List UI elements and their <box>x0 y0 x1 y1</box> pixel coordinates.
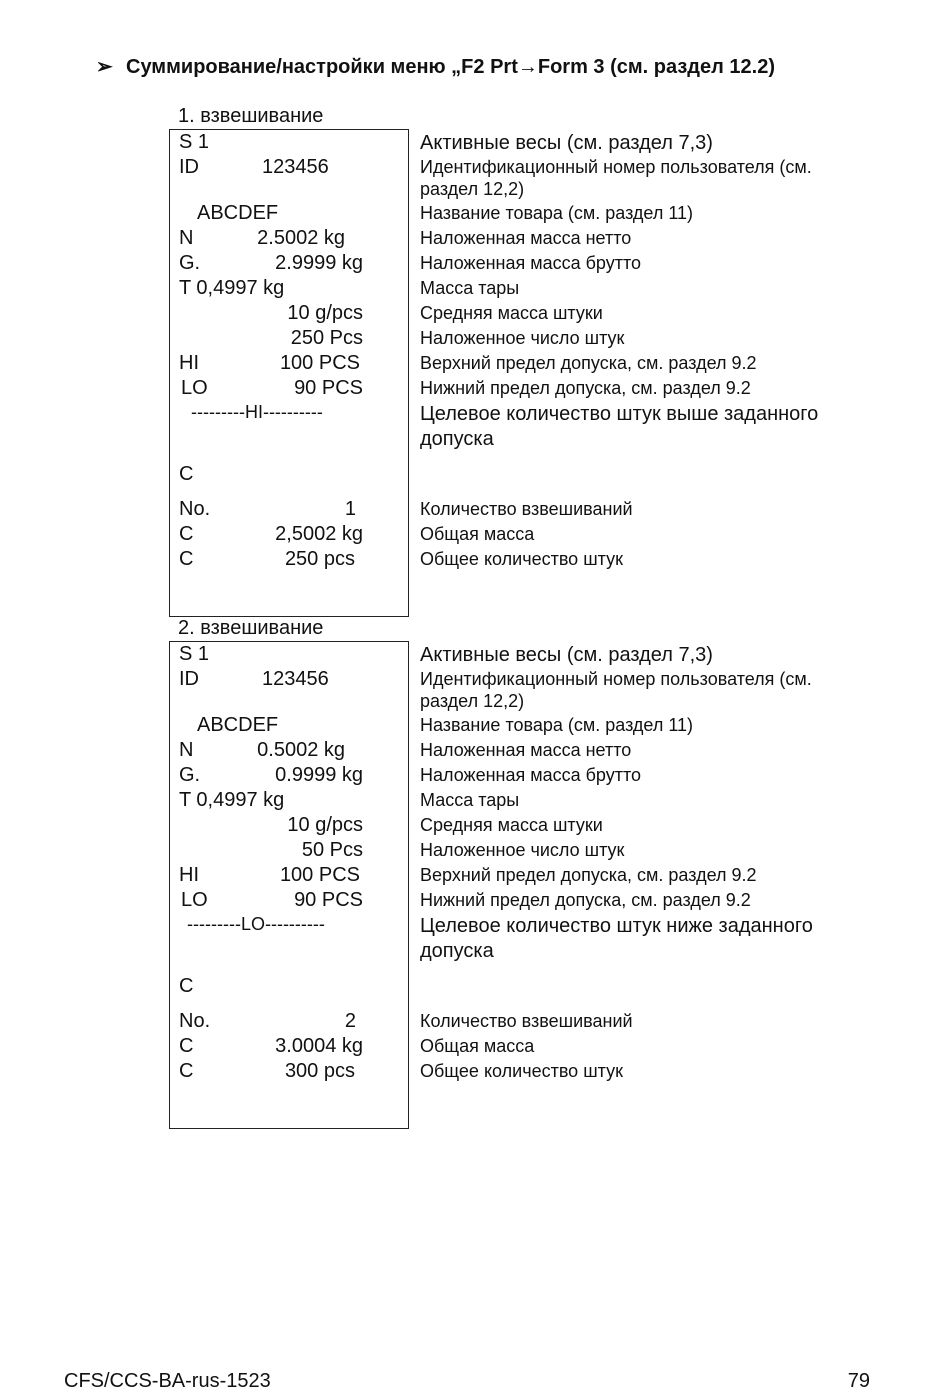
tare-line: T 0,4997 kg <box>179 789 285 811</box>
hi-label: HI <box>179 352 199 374</box>
desc-total-mass: Общая масса <box>420 524 535 544</box>
desc-product: Название товара (см. раздел 11) <box>420 715 694 735</box>
desc-tare: Масса тары <box>420 790 520 810</box>
lo-label: LO <box>181 889 208 911</box>
avg-piece-weight: 10 g/pcs <box>287 302 363 324</box>
desc-total-mass: Общая масса <box>420 1036 535 1056</box>
product-name: ABCDEF <box>197 714 279 736</box>
scale-line: S 1 <box>179 131 210 153</box>
block-title: 2. взвешивание <box>178 617 324 639</box>
gross-label: G. <box>179 252 201 274</box>
total-mass-label: C <box>179 523 194 545</box>
document-id: CFS/CCS-BA-rus-1523 <box>64 1370 271 1392</box>
count-value: 1 <box>344 498 356 520</box>
desc-scale: Активные весы (см. раздел 7,3) <box>420 132 713 154</box>
desc-avg: Средняя масса штуки <box>420 815 603 835</box>
heading-text: Суммирование/настройки меню „F2 Prt→Form 3 (см. раздел 12.2) <box>126 56 775 78</box>
desc-hi: Верхний предел допуска, см. раздел 9.2 <box>420 865 757 885</box>
lo-value: 90 PCS <box>294 377 363 399</box>
net-label: N <box>179 739 194 761</box>
net-label: N <box>179 227 194 249</box>
id-value: 123456 <box>262 156 329 178</box>
net-value: 2.5002 kg <box>257 227 345 249</box>
gross-value: 2.9999 kg <box>275 252 363 274</box>
id-label: ID <box>179 156 199 178</box>
arrow-bullet-icon: ➢ <box>96 56 113 78</box>
count-label: No. <box>179 498 211 520</box>
id-label: ID <box>179 668 199 690</box>
section-heading <box>96 54 775 79</box>
lo-value: 90 PCS <box>294 889 363 911</box>
total-pcs-value: 250 pcs <box>284 548 355 570</box>
hi-value: 100 PCS <box>279 864 360 886</box>
desc-total-pcs: Общее количество штук <box>420 549 623 569</box>
total-mass-label: C <box>179 1035 194 1057</box>
total-pcs-label: C <box>179 548 194 570</box>
desc-count: Количество взвешиваний <box>420 499 633 519</box>
desc-id: Идентификационный номер пользователя (см. раздел 12,2) <box>420 669 812 711</box>
desc-lo: Нижний предел допуска, см. раздел 9.2 <box>420 378 751 398</box>
tolerance-status: ---------LO---------- <box>187 914 325 934</box>
scale-line: S 1 <box>179 643 210 665</box>
total-header: C <box>179 975 194 997</box>
gross-value: 0.9999 kg <box>275 764 363 786</box>
desc-hi: Верхний предел допуска, см. раздел 9.2 <box>420 353 757 373</box>
gross-label: G. <box>179 764 201 786</box>
tare-line: T 0,4997 kg <box>179 277 285 299</box>
desc-tare: Масса тары <box>420 278 520 298</box>
total-header: C <box>179 463 194 485</box>
desc-lo: Нижний предел допуска, см. раздел 9.2 <box>420 890 751 910</box>
desc-status: Целевое количество штук выше заданного допуска <box>420 403 819 450</box>
desc-id: Идентификационный номер пользователя (см. раздел 12,2) <box>420 157 812 199</box>
desc-gross: Наложенная масса брутто <box>420 253 642 273</box>
desc-avg: Средняя масса штуки <box>420 303 603 323</box>
count-value: 2 <box>344 1010 356 1032</box>
desc-count: Количество взвешиваний <box>420 1011 633 1031</box>
net-value: 0.5002 kg <box>257 739 345 761</box>
hi-value: 100 PCS <box>279 352 360 374</box>
total-pcs-value: 300 pcs <box>284 1060 355 1082</box>
product-name: ABCDEF <box>197 202 279 224</box>
id-value: 123456 <box>262 668 329 690</box>
page-number: 79 <box>847 1370 870 1392</box>
avg-piece-weight: 10 g/pcs <box>287 814 363 836</box>
desc-pcs: Наложенное число штук <box>420 328 625 348</box>
desc-pcs: Наложенное число штук <box>420 840 625 860</box>
count-label: No. <box>179 1010 211 1032</box>
desc-net: Наложенная масса нетто <box>420 740 632 760</box>
desc-gross: Наложенная масса брутто <box>420 765 642 785</box>
piece-count: 250 Pcs <box>290 327 363 349</box>
hi-label: HI <box>179 864 199 886</box>
desc-scale: Активные весы (см. раздел 7,3) <box>420 644 713 666</box>
total-mass-value: 2,5002 kg <box>275 523 363 545</box>
total-mass-value: 3.0004 kg <box>275 1035 363 1057</box>
total-pcs-label: C <box>179 1060 194 1082</box>
lo-label: LO <box>181 377 208 399</box>
tolerance-status: ---------HI---------- <box>191 402 323 422</box>
piece-count: 50 Pcs <box>301 839 363 861</box>
desc-total-pcs: Общее количество штук <box>420 1061 623 1081</box>
block-title: 1. взвешивание <box>178 105 324 127</box>
desc-status: Целевое количество штук ниже заданного допуска <box>420 915 813 962</box>
desc-product: Название товара (см. раздел 11) <box>420 203 694 223</box>
desc-net: Наложенная масса нетто <box>420 228 632 248</box>
